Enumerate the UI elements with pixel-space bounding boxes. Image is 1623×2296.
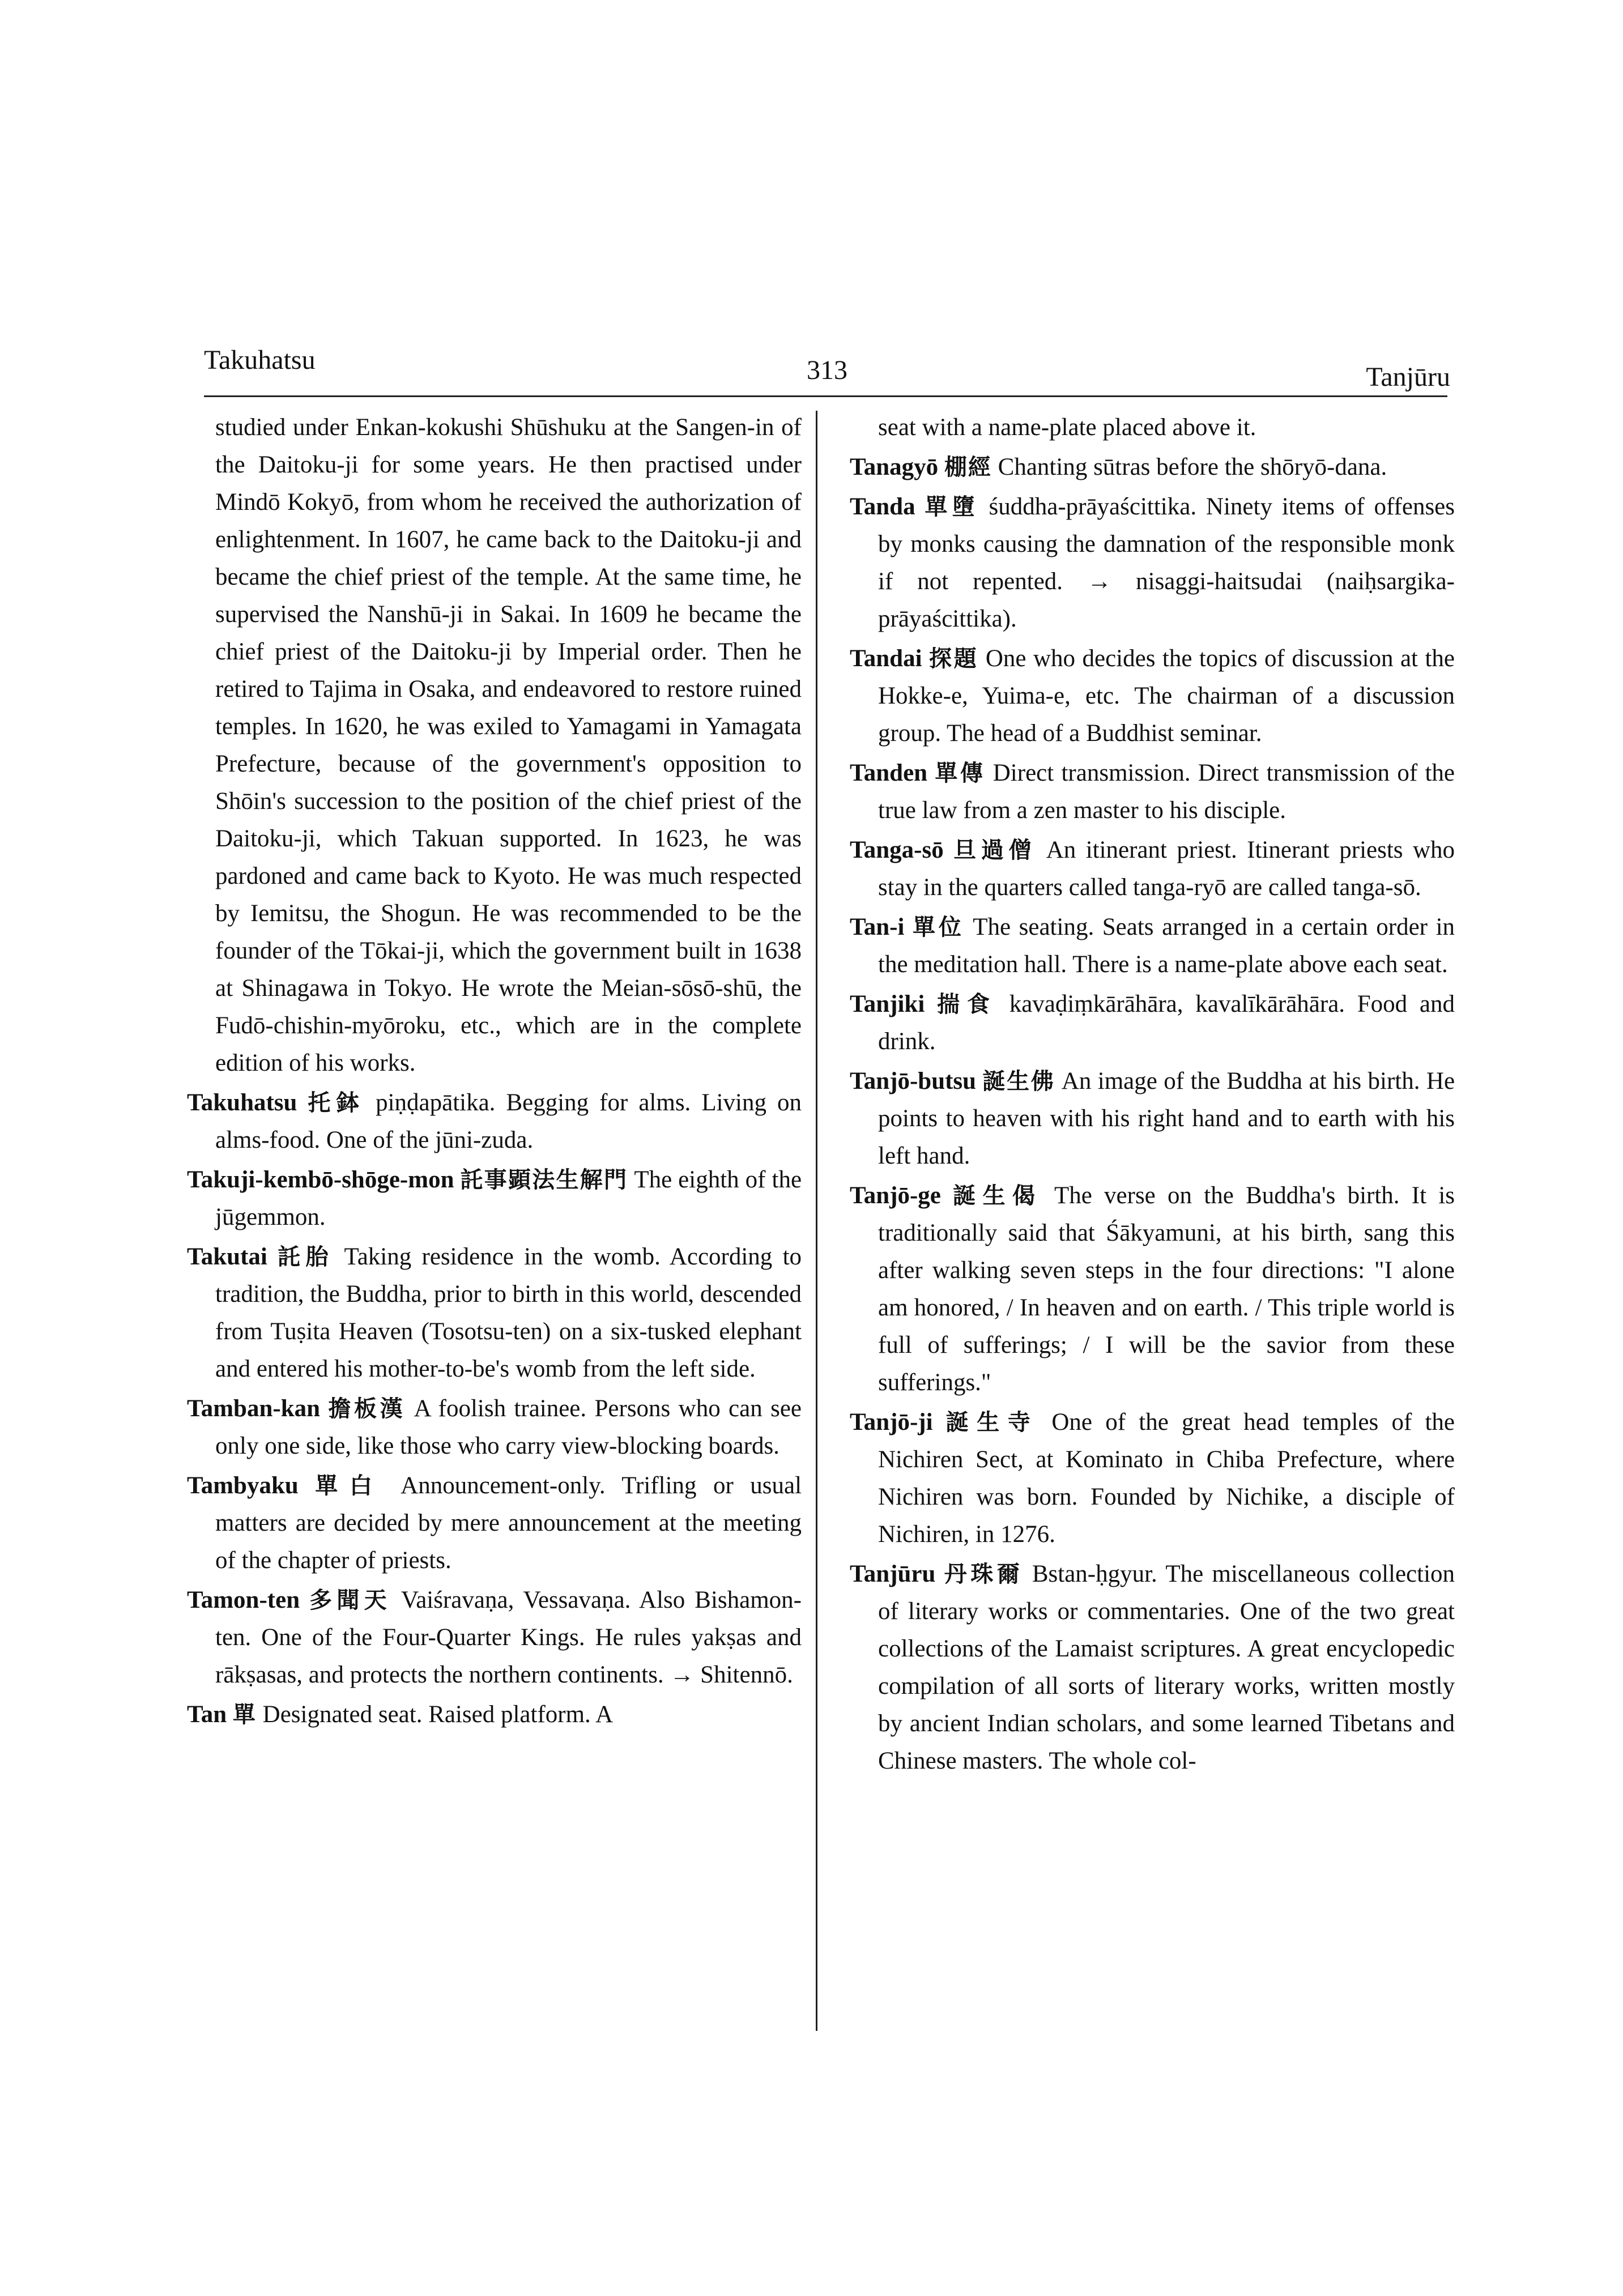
entry-headword: Tan — [187, 1701, 227, 1728]
entry-kanji: 多聞天 — [309, 1587, 391, 1613]
entry-definition: kavaḍiṃkārāhāra, kavalīkārāhāra. Food and drink. — [878, 991, 1455, 1055]
dictionary-entry — [850, 449, 1455, 486]
entry-kanji: 旦過僧 — [953, 837, 1037, 863]
left-column — [187, 409, 802, 1736]
entry-definition: One who decides the topics of discussion at the Hokke-e, Yuima-e, etc. The chairman of a discussion group. The head of a Buddhist seminar. — [878, 645, 1455, 747]
entry-headword: Takuhatsu — [187, 1089, 297, 1116]
entry-headword: Tanjō-butsu — [850, 1068, 977, 1094]
entry-kanji: 丹珠爾 — [944, 1561, 1024, 1587]
header-right-word: Tanjūru — [1366, 362, 1450, 392]
dictionary-entry — [187, 1238, 802, 1388]
entry-definition: Designated seat. Raised platform. A — [262, 1701, 614, 1728]
entry-headword: Takuji-kembō-shōge-mon — [187, 1166, 454, 1193]
entry-kanji: 揣食 — [937, 991, 997, 1017]
continuation-text: seat with a name-plate placed above it. — [878, 414, 1256, 441]
dictionary-entry — [187, 1582, 802, 1694]
header-rule — [204, 395, 1447, 397]
entry-headword: Tanjō-ge — [850, 1182, 941, 1209]
entry-kanji: 托鉢 — [308, 1090, 365, 1116]
entry-definition: A foolish trainee. Persons who can see only one side, like those who carry view-blocking boards. — [215, 1395, 802, 1459]
entry-kanji: 誕生寺 — [945, 1409, 1039, 1435]
entry-headword: Tanden — [850, 760, 928, 786]
entry-headword: Tanjiki — [850, 991, 925, 1017]
entry-headword: Tan-i — [850, 914, 905, 940]
entry-kanji: 誕生偈 — [953, 1183, 1042, 1209]
dictionary-entry — [850, 986, 1455, 1060]
entry-headword: Tamban-kan — [187, 1395, 321, 1422]
dictionary-entry — [850, 1556, 1455, 1780]
entry-kanji: 託胎 — [278, 1244, 334, 1270]
entry-kanji: 探題 — [928, 646, 979, 672]
entry-kanji: 託事顕法生解門 — [460, 1167, 628, 1193]
entry-definition: An image of the Buddha at his birth. He points to heaven with his right hand and to earth with his left hand. — [878, 1068, 1455, 1169]
entry-definition: Vaiśravaṇa, Vessavaṇa. Also Bishamon-ten. One of the Four-Quarter Kings. He rules yakṣas and rākṣasas, and protects the northern continents. → Shitennō. — [215, 1587, 802, 1688]
entry-definition: The verse on the Buddha's birth. It is traditionally said that Śākyamuni, at his birth, sang this after walking seven steps in the four directions: "I alone am honored, / In heaven and on earth. / This triple world is full of sufferings; / I will be the savior from these sufferings." — [878, 1182, 1455, 1396]
right-column — [850, 409, 1455, 1782]
entry-definition: Bstan-ḥgyur. The miscellaneous collection of literary works or commentaries. One of the two great collections of the Lamaist scriptures. A great encyclopedic compilation of all sorts of literary works, written mostly by ancient Indian scholars, and some learned Tibetans and Chinese masters. The whole col- — [878, 1561, 1455, 1774]
entry-kanji: 單墮 — [925, 494, 979, 520]
dictionary-entry — [187, 1390, 802, 1465]
dictionary-entry — [187, 1467, 802, 1579]
entry-headword: Tanjūru — [850, 1561, 936, 1587]
entry-definition: Direct transmission. Direct transmission of the true law from a zen master to his disciple. — [878, 760, 1455, 824]
page-number: 313 — [807, 355, 847, 385]
dictionary-entry — [850, 640, 1455, 752]
entry-kanji: 單白 — [315, 1473, 384, 1499]
running-header — [204, 340, 1450, 397]
entry-headword: Tanjō-ji — [850, 1409, 933, 1435]
dictionary-entry — [850, 755, 1455, 829]
dictionary-entry — [850, 1404, 1455, 1553]
entry-definition: An itinerant priest. Itinerant priests who stay in the quarters called tanga-ryō are called tanga-sō. — [878, 837, 1455, 901]
entry-definition: piṇḍapātika. Begging for alms. Living on alms-food. One of the jūni-zuda. — [215, 1089, 802, 1153]
dictionary-entry — [850, 1063, 1455, 1175]
entry-kanji: 單位 — [913, 914, 965, 940]
entry-definition: Chanting sūtras before the shōryō-dana. — [998, 454, 1387, 480]
dictionary-entry — [187, 1084, 802, 1159]
entry-definition: Announcement-only. Trifling or usual matters are decided by mere announcement at the meeting of the chapter of priests. — [215, 1472, 802, 1574]
entry-headword: Takutai — [187, 1243, 267, 1270]
entry-definition: śuddha-prāyaścittika. Ninety items of offenses by monks causing the damnation of the responsible monk if not repented. → nisaggi-haitsudai (naiḥsargika-prāyaścittika). — [878, 493, 1455, 632]
entry-kanji: 擔板漢 — [328, 1396, 406, 1422]
entry-headword: Tanga-sō — [850, 837, 944, 863]
entry-list — [850, 449, 1455, 1780]
entry-headword: Tamon-ten — [187, 1587, 300, 1613]
dictionary-entry — [187, 1161, 802, 1236]
column-divider — [816, 411, 817, 2031]
entry-headword: Tambyaku — [187, 1472, 299, 1499]
entry-kanji: 棚經 — [944, 454, 992, 480]
entry-headword: Tanda — [850, 493, 915, 520]
entry-kanji: 誕生佛 — [982, 1068, 1055, 1094]
entry-headword: Tanagyō — [850, 454, 939, 480]
entry-kanji: 單傳 — [935, 760, 986, 786]
entry-definition: The eighth of the jūgemmon. — [215, 1166, 802, 1230]
dictionary-entry — [850, 832, 1455, 906]
dictionary-entry — [187, 1696, 802, 1733]
dictionary-entry — [850, 1177, 1455, 1402]
entry-headword: Tandai — [850, 645, 922, 672]
dictionary-entry — [850, 488, 1455, 638]
dictionary-entry — [850, 909, 1455, 983]
entry-definition: Taking residence in the womb. According to tradition, the Buddha, prior to birth in this world, descended from Tuṣita Heaven (Tosotsu-ten) on a six-tusked elephant and entered his mother-to-be's womb from the left side. — [215, 1243, 802, 1382]
entry-definition: The seating. Seats arranged in a certain order in the meditation hall. There is a name-plate above each seat. — [878, 914, 1455, 978]
entry-list — [187, 1084, 802, 1733]
continuation-text: studied under Enkan-kokushi Shūshuku at the Sangen-in of the Daitoku-ji for some years. He then practised under Mindō Kokyō, from whom he received the authorization of enlightenment. In 1607, he came back to the Daitoku-ji and became the chief priest of the temple. At the same time, he supervised the Nanshū-ji in Sakai. In 1609 he became the chief priest of the Daitoku-ji by Imperial order. Then he retired to Tajima in Osaka, and endeavored to restore ruined temples. In 1620, he was exiled to Yamagami in Yamagata Prefecture, because of the government's opposition to Shōin's succession to the position of the chief priest of the Daitoku-ji, which Takuan supported. In 1623, he was pardoned and came back to Kyoto. He was much respected by Iemitsu, the Shogun. He was recommended to be the founder of the Tōkai-ji, which the government built in 1638 at Shinagawa in Tokyo. He wrote the Meian-sōsō-shū, the Fudō-chishin-myōroku, etc., which are in the complete edition of his works. — [215, 414, 802, 1076]
entry-kanji: 單 — [232, 1702, 257, 1728]
entry-definition: One of the great head temples of the Nichiren Sect, at Kominato in Chiba Prefecture, where Nichiren was born. Founded by Nichike, a disciple of Nichiren, in 1276. — [878, 1409, 1455, 1548]
header-left-word: Takuhatsu — [204, 345, 316, 375]
